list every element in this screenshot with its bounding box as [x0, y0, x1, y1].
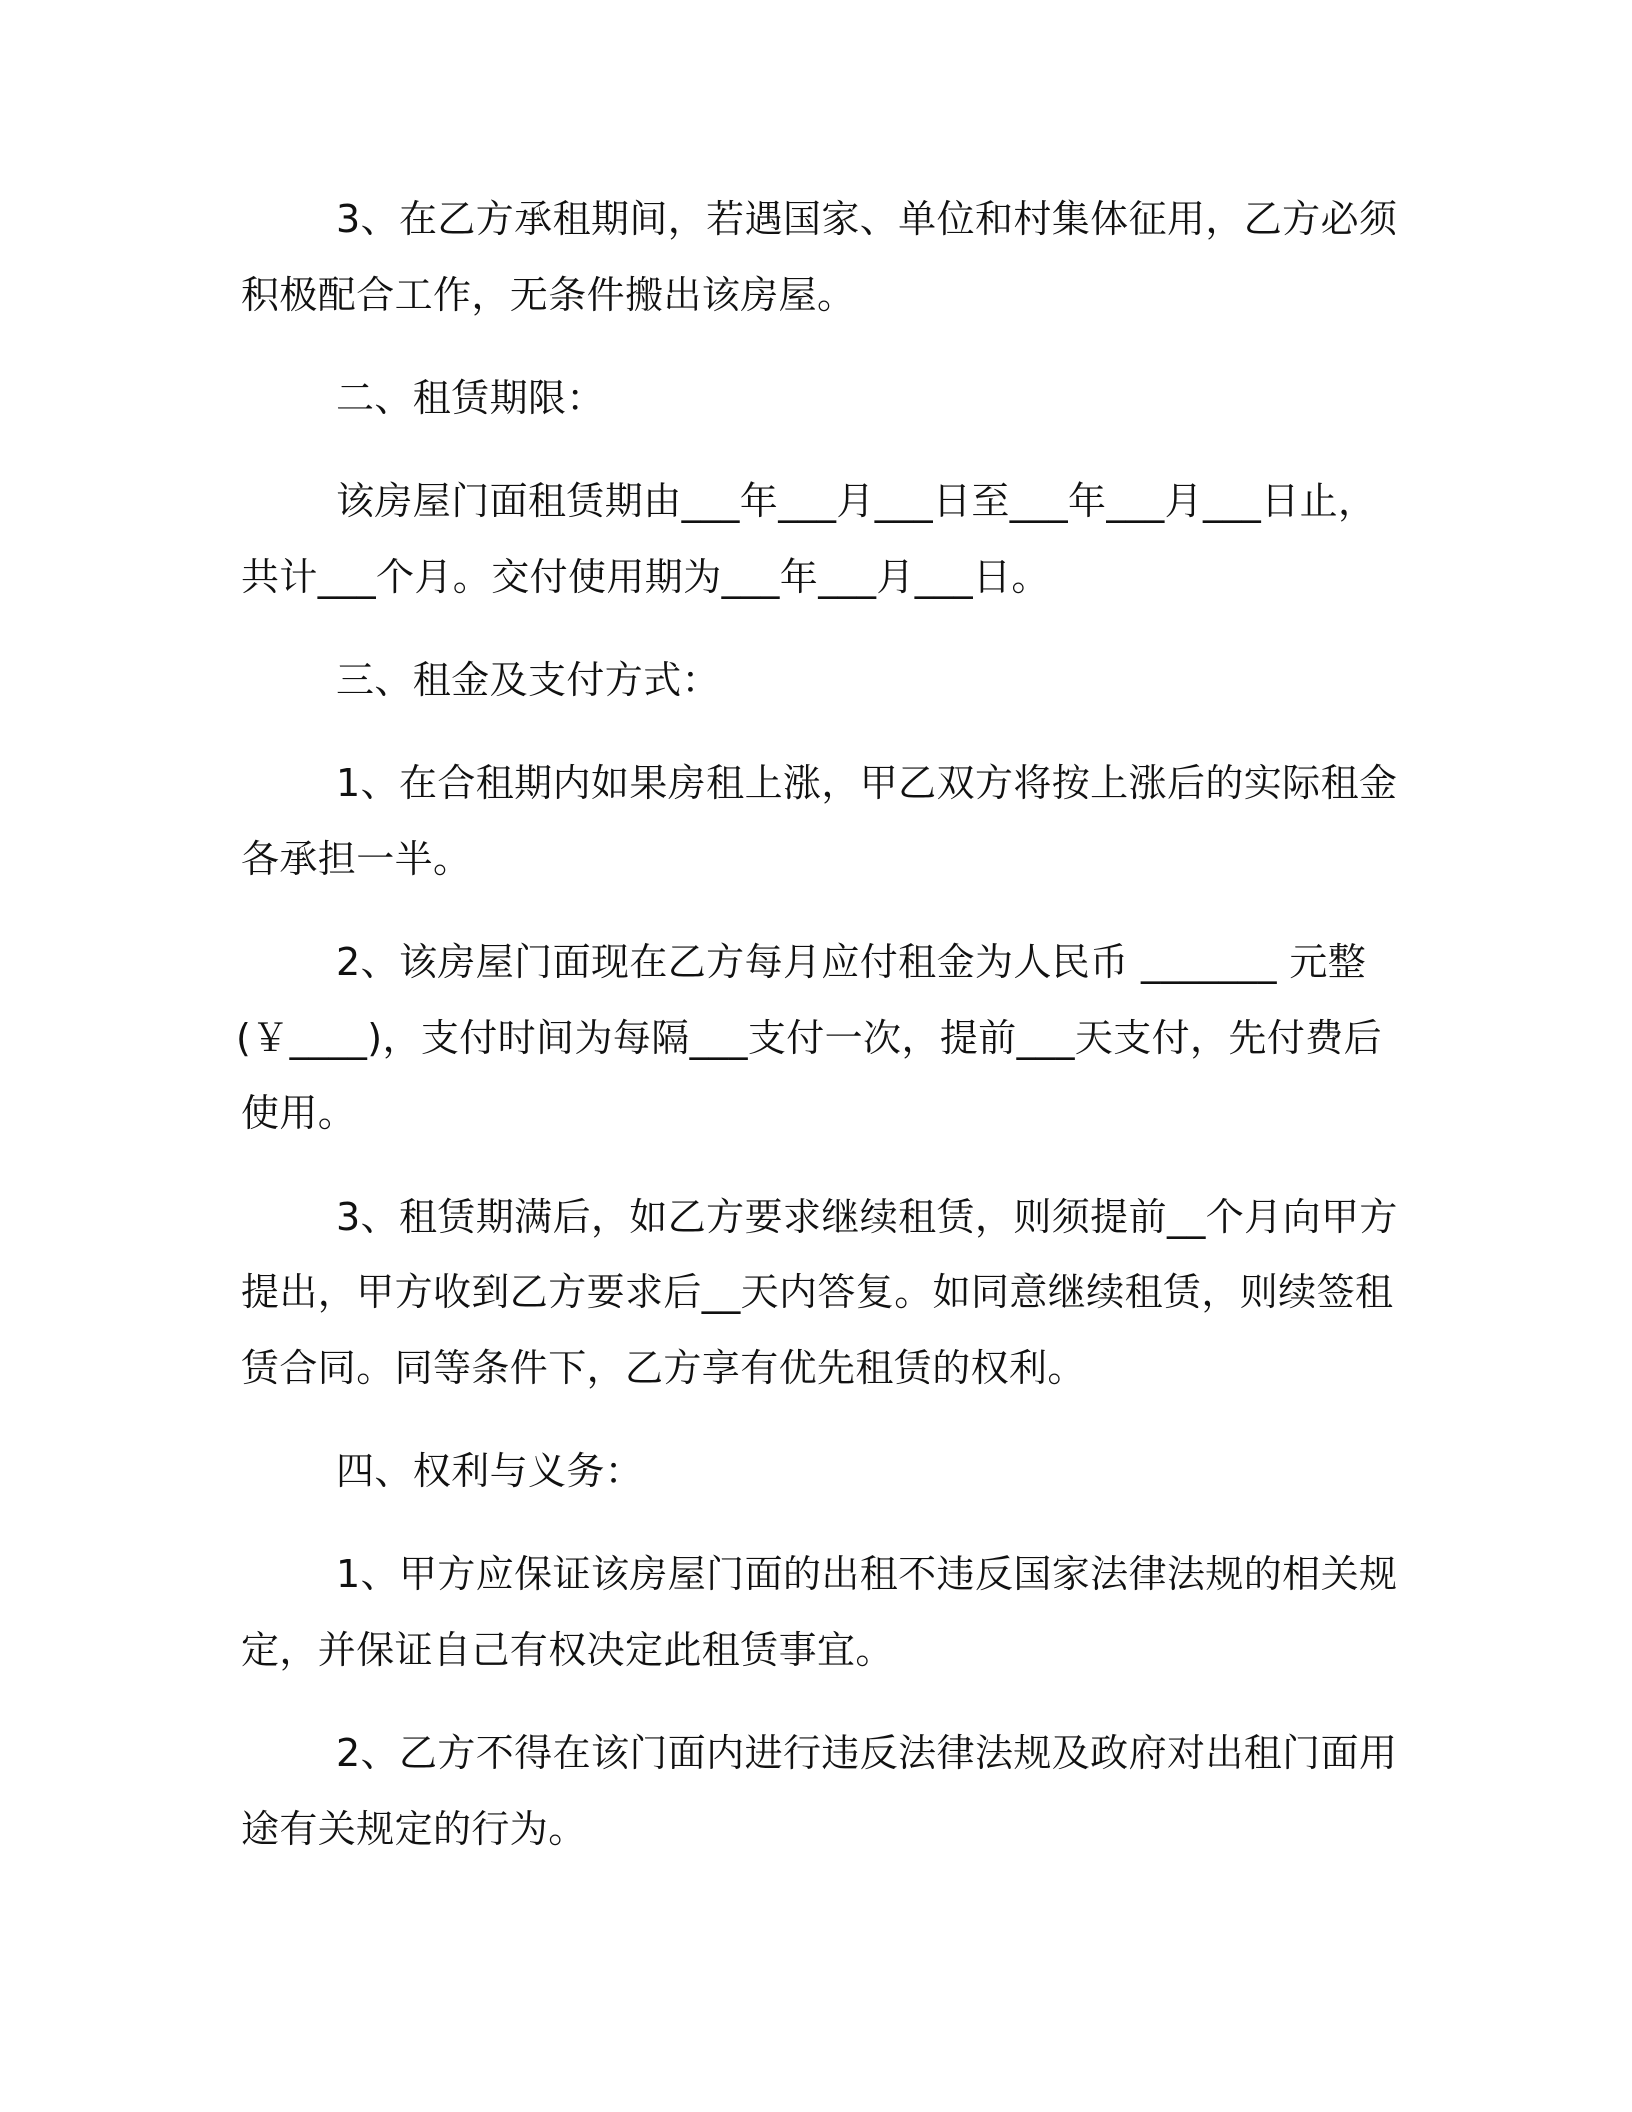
paragraph-line: 定，并保证自己有权决定此租赁事宜。: [241, 1628, 894, 1672]
paragraph-line: 2、该房屋门面现在乙方每月应付租金为人民币 _______ 元整: [336, 940, 1367, 984]
paragraph-line: 各承担一半。: [241, 837, 472, 881]
paragraph-line: 3、在乙方承租期间，若遇国家、单位和村集体征用，乙方必须: [336, 197, 1398, 241]
paragraph-line: 赁合同。同等条件下，乙方享有优先租赁的权利。: [241, 1346, 1086, 1390]
paragraph-line: 积极配合工作，无条件搬出该房屋。: [241, 273, 856, 317]
paragraph-line: 使用。: [241, 1091, 357, 1135]
paragraph-line: 3、租赁期满后，如乙方要求继续租赁，则须提前__个月向甲方: [336, 1195, 1398, 1239]
paragraph-line: 提出，甲方收到乙方要求后__天内答复。如同意继续租赁，则续签租: [241, 1270, 1394, 1314]
paragraph-line: 1、甲方应保证该房屋门面的出租不违反国家法律法规的相关规: [336, 1552, 1398, 1596]
paragraph-line: 2、乙方不得在该门面内进行违反法律法规及政府对出租门面用: [336, 1731, 1398, 1775]
paragraph-line: 该房屋门面租赁期由___年___月___日至___年___月___日止，: [336, 479, 1377, 523]
section-heading: 三、租金及支付方式：: [336, 658, 721, 702]
paragraph-line: 共计___个月。交付使用期为___年___月___日。: [241, 555, 1050, 599]
paragraph-line: (￥____)，支付时间为每隔___支付一次，提前___天支付，先付费后: [236, 1016, 1383, 1060]
section-heading: 四、权利与义务：: [336, 1449, 644, 1493]
section-heading: 二、租赁期限：: [336, 376, 605, 420]
paragraph-line: 1、在合租期内如果房租上涨，甲乙双方将按上涨后的实际租金: [336, 761, 1398, 805]
paragraph-line: 途有关规定的行为。: [241, 1807, 587, 1851]
